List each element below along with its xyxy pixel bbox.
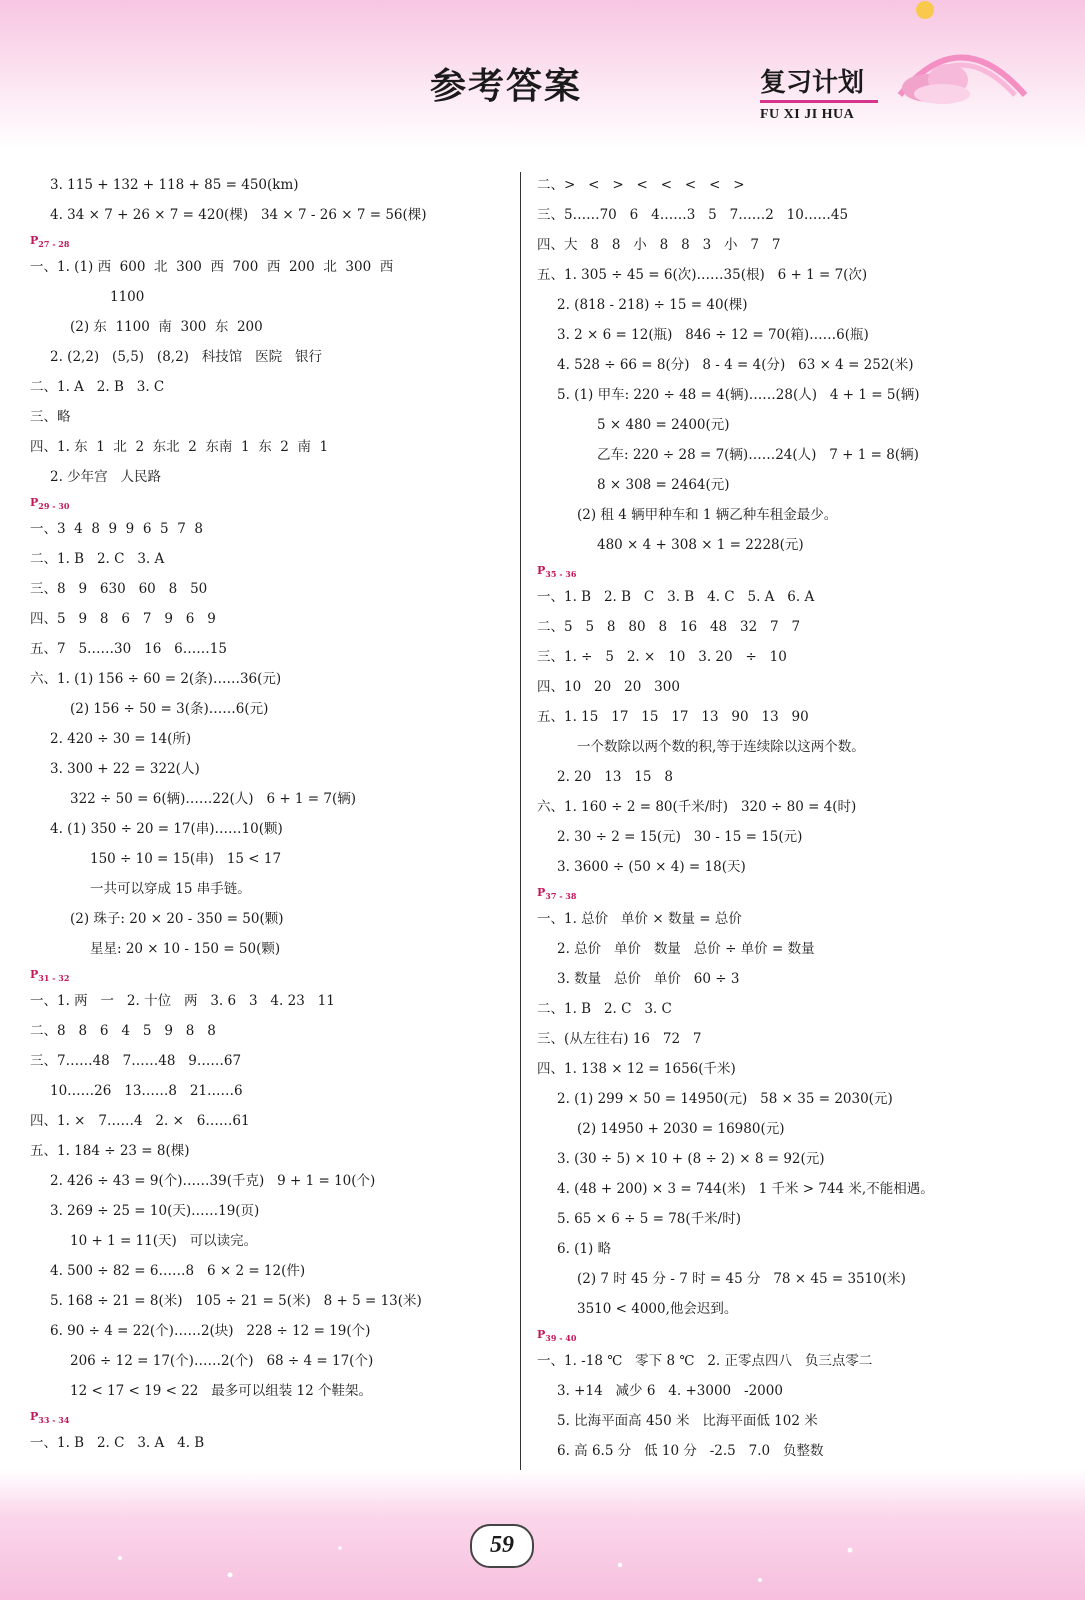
- answer-line: 星星: 20 × 10 - 150 = 50(颗): [90, 941, 281, 957]
- answer-line: 二、1. A 2. B 3. C: [30, 379, 165, 395]
- answer-line: 六、1. (1) 156 ÷ 60 = 2(条)……36(元): [30, 671, 282, 687]
- answer-line: 150 ÷ 10 = 15(串) 15 < 17: [90, 851, 282, 867]
- answer-line: 3. (30 ÷ 5) × 10 + (8 ÷ 2) × 8 = 92(元): [557, 1151, 825, 1167]
- page-range-heading: [537, 882, 1057, 904]
- page-title: 参考答案: [430, 66, 583, 107]
- answer-line: 2. 30 ÷ 2 = 15(元) 30 - 15 = 15(元): [557, 829, 803, 845]
- series-logo: [760, 62, 878, 123]
- answer-line: 2. (818 - 218) ÷ 15 = 40(棵): [557, 297, 748, 313]
- answer-line: 12 < 17 < 19 < 22 最多可以组装 12 个鞋架。: [70, 1383, 373, 1399]
- page-range-label: P: [30, 968, 39, 981]
- answer-line: 6. 高 6.5 分 低 10 分 -2.5 7.0 负整数: [557, 1443, 824, 1459]
- page-footer: [0, 1470, 1085, 1600]
- answer-line: (2) 东 1100 南 300 东 200: [70, 319, 263, 335]
- answer-line: 5. 168 ÷ 21 = 8(米) 105 ÷ 21 = 5(米) 8 + 5 = 13(米): [50, 1293, 422, 1309]
- answer-line: 2. 20 13 15 8: [557, 769, 673, 785]
- answer-line: 三、略: [30, 409, 71, 425]
- answer-line: 四、大 8 8 小 8 8 3 小 7 7: [537, 237, 781, 253]
- answer-line: 3. 300 + 22 = 322(人): [50, 761, 200, 777]
- answer-line: 3. 115 + 132 + 118 + 85 = 450(km): [50, 177, 299, 193]
- answer-line: 5. 比海平面高 450 米 比海平面低 102 米: [557, 1413, 818, 1429]
- answer-line: (2) 156 ÷ 50 = 3(条)……6(元): [70, 701, 269, 717]
- answer-line: 四、5 9 8 6 7 9 6 9: [30, 611, 216, 627]
- answer-line: 一、1. 总价 单价 × 数量 = 总价: [537, 911, 742, 927]
- page-range-heading: [537, 1324, 1057, 1346]
- answer-line: (2) 珠子: 20 × 20 - 350 = 50(颗): [70, 911, 284, 927]
- answer-line: 一个数除以两个数的积,等于连续除以这两个数。: [577, 739, 865, 755]
- answer-line: 6. (1) 略: [557, 1241, 612, 1257]
- answer-line: 一、1. (1) 西 600 北 300 西 700 西 200 北 300 西: [30, 259, 394, 275]
- answer-line: 4. 34 × 7 + 26 × 7 = 420(棵) 34 × 7 - 26 × 7 = 56(棵): [50, 207, 427, 223]
- answer-column-left: [30, 170, 510, 1458]
- answer-line: 六、1. 160 ÷ 2 = 80(千米/时) 320 ÷ 80 = 4(时): [537, 799, 857, 815]
- answer-line: 1100: [110, 289, 145, 305]
- page-number: 59: [470, 1524, 534, 1568]
- answer-line: 206 ÷ 12 = 17(个)……2(个) 68 ÷ 4 = 17(个): [70, 1353, 374, 1369]
- answer-line: 3. 3600 ÷ (50 × 4) = 18(天): [557, 859, 746, 875]
- page-range-label: P: [537, 564, 546, 577]
- page-range-heading: [30, 230, 510, 252]
- answer-line: 一、1. -18 ℃ 零下 8 ℃ 2. 正零点四八 负三点零二: [537, 1353, 873, 1369]
- answer-line: 四、1. × 7……4 2. × 6……61: [30, 1113, 250, 1129]
- page-range-pages: 29 - 30: [38, 501, 70, 512]
- answer-line: 三、8 9 630 60 8 50: [30, 581, 208, 597]
- answer-line: 8 × 308 = 2464(元): [597, 477, 730, 493]
- answer-line: 一、1. B 2. B C 3. B 4. C 5. A 6. A: [537, 589, 815, 605]
- page-range-pages: 37 - 38: [545, 891, 577, 902]
- answer-line: 三、7……48 7……48 9……67: [30, 1053, 242, 1069]
- page-range-pages: 31 - 32: [38, 973, 70, 984]
- answer-line: 2. (1) 299 × 50 = 14950(元) 58 × 35 = 2030(元): [557, 1091, 893, 1107]
- answer-line: 一共可以穿成 15 串手链。: [90, 881, 251, 897]
- answer-line: 2. (2,2) (5,5) (8,2) 科技馆 医院 银行: [50, 349, 323, 365]
- answer-line: 3. 数量 总价 单价 60 ÷ 3: [557, 971, 740, 987]
- answer-column-right: [537, 170, 1057, 1466]
- answer-line: (2) 租 4 辆甲种车和 1 辆乙种车租金最少。: [577, 507, 838, 523]
- answer-line: 四、10 20 20 300: [537, 679, 680, 695]
- answer-line: 2. 总价 单价 数量 总价 ÷ 单价 = 数量: [557, 941, 815, 957]
- answer-line: 5. (1) 甲车: 220 ÷ 48 = 4(辆)……28(人) 4 + 1 = 5(辆): [557, 387, 920, 403]
- answer-line: 3. +14 减少 6 4. +3000 -2000: [557, 1383, 783, 1399]
- answer-line: 三、5……70 6 4……3 5 7……2 10……45: [537, 207, 849, 223]
- answer-line: 二、> < > < < < < >: [537, 177, 745, 193]
- answer-line: 二、5 5 8 80 8 16 48 32 7 7: [537, 619, 801, 635]
- page-range-pages: 39 - 40: [545, 1333, 577, 1344]
- page-range-heading: [30, 964, 510, 986]
- page-range-pages: 35 - 36: [545, 569, 577, 580]
- answer-line: 4. 528 ÷ 66 = 8(分) 8 - 4 = 4(分) 63 × 4 = 252(米): [557, 357, 914, 373]
- answer-line: 一、1. B 2. C 3. A 4. B: [30, 1435, 205, 1451]
- answer-line: 二、1. B 2. C 3. A: [30, 551, 165, 567]
- answer-line: 3. 269 ÷ 25 = 10(天)……19(页): [50, 1203, 260, 1219]
- rainbow-cloud-icon: [880, 0, 1040, 110]
- answer-line: 3. 2 × 6 = 12(瓶) 846 ÷ 12 = 70(箱)……6(瓶): [557, 327, 869, 343]
- answer-line: 二、8 8 6 4 5 9 8 8: [30, 1023, 216, 1039]
- series-underline: [760, 100, 878, 103]
- column-divider: [520, 172, 521, 1474]
- page-range-pages: 33 - 34: [38, 1415, 70, 1426]
- answer-line: (2) 7 时 45 分 - 7 时 = 45 分 78 × 45 = 3510(米): [577, 1271, 906, 1287]
- answer-line: 4. (1) 350 ÷ 20 = 17(串)……10(颗): [50, 821, 283, 837]
- series-title: 复习计划: [760, 68, 865, 98]
- answer-line: 6. 90 ÷ 4 = 22(个)……2(块) 228 ÷ 12 = 19(个): [50, 1323, 371, 1339]
- answer-line: 2. 少年宫 人民路: [50, 469, 162, 485]
- answer-line: (2) 14950 + 2030 = 16980(元): [577, 1121, 785, 1137]
- answer-line: 二、1. B 2. C 3. C: [537, 1001, 672, 1017]
- answer-line: 2. 420 ÷ 30 = 14(所): [50, 731, 192, 747]
- page-range-heading: [30, 492, 510, 514]
- answer-line: 四、1. 138 × 12 = 1656(千米): [537, 1061, 736, 1077]
- answer-line: 五、7 5……30 16 6……15: [30, 641, 227, 657]
- sparkle-decoration-icon: [0, 1470, 1085, 1600]
- sun-icon: [916, 1, 934, 19]
- page-range-heading: [30, 1406, 510, 1428]
- answer-line: 5. 65 × 6 ÷ 5 = 78(千米/时): [557, 1211, 741, 1227]
- answer-line: 322 ÷ 50 = 6(辆)……22(人) 6 + 1 = 7(辆): [70, 791, 357, 807]
- answer-line: 10……26 13……8 21……6: [50, 1083, 243, 1099]
- answer-line: 三、1. ÷ 5 2. × 10 3. 20 ÷ 10: [537, 649, 787, 665]
- answer-line: 五、1. 305 ÷ 45 = 6(次)……35(根) 6 + 1 = 7(次): [537, 267, 868, 283]
- page-range-heading: [537, 560, 1057, 582]
- answer-line: 五、1. 184 ÷ 23 = 8(棵): [30, 1143, 190, 1159]
- answer-line: 5 × 480 = 2400(元): [597, 417, 730, 433]
- page-range-label: P: [30, 1410, 39, 1423]
- page-range-label: P: [30, 234, 39, 247]
- answer-line: 五、1. 15 17 15 17 13 90 13 90: [537, 709, 809, 725]
- answer-line: 2. 426 ÷ 43 = 9(个)……39(千克) 9 + 1 = 10(个): [50, 1173, 376, 1189]
- answer-line: 乙车: 220 ÷ 28 = 7(辆)……24(人) 7 + 1 = 8(辆): [597, 447, 919, 463]
- answer-line: 4. 500 ÷ 82 = 6……8 6 × 2 = 12(件): [50, 1263, 306, 1279]
- answer-line: 4. (48 + 200) × 3 = 744(米) 1 千米 > 744 米,不能相遇。: [557, 1181, 934, 1197]
- answer-line: 一、3 4 8 9 9 6 5 7 8: [30, 521, 203, 537]
- answer-line: 一、1. 两 一 2. 十位 两 3. 6 3 4. 23 11: [30, 993, 335, 1009]
- page-range-label: P: [537, 1328, 546, 1341]
- page-range-pages: 27 - 28: [38, 239, 70, 250]
- page-header: [0, 0, 1085, 150]
- answer-line: 三、(从左往右) 16 72 7: [537, 1031, 702, 1047]
- answer-line: 3510 < 4000,他会迟到。: [577, 1301, 738, 1317]
- series-pinyin: FU XI JI HUA: [760, 107, 855, 122]
- answer-line: 10 + 1 = 11(天) 可以读完。: [70, 1233, 258, 1249]
- answer-line: 四、1. 东 1 北 2 东北 2 东南 1 东 2 南 1: [30, 439, 329, 455]
- page-range-label: P: [30, 496, 39, 509]
- page-range-label: P: [537, 886, 546, 899]
- answer-line: 480 × 4 + 308 × 1 = 2228(元): [597, 537, 804, 553]
